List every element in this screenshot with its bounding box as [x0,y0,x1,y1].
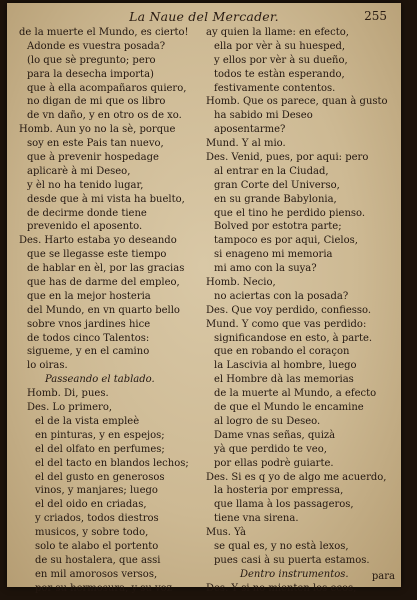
text-line: y èl no ha tenido lugar, [27,179,144,191]
text-line: Des. Lo primero, [27,402,113,414]
text-line: de su hostalera, que assi [35,554,161,566]
text-line: el del oido en criadas, [35,499,147,511]
page-number: 255 [364,9,387,23]
text-line: el del tacto en blandos lechos; [35,457,189,469]
text-line: al logro de su Deseo. [214,415,321,427]
catchword: para [371,571,395,582]
text-line: musicos, y sobre todo, [35,527,149,539]
text-line: significandose en esto, à parte. [214,332,373,344]
text-line: lo oiras. [27,360,68,372]
book-page [7,3,401,594]
text-line: mi amo con la suya? [214,263,317,275]
text-line: Passeando el tablado. [45,374,155,386]
text-line: de decirme donde tiene [27,207,147,219]
text-line: Des. Venid, pues, por aqui: pero [206,152,369,164]
text-line: Adonde es vuestra posada? [27,40,166,52]
text-line: que en robando el coraçon [214,346,350,358]
text-line: en mil amorosos versos, [35,568,158,580]
text-line: Des. Que voy perdido, confiesso. [206,304,372,316]
text-line: de hablar en èl, por las gracias [27,263,185,275]
text-line: que llama à los passageros, [214,499,354,511]
text-line: de todos cinco Talentos: [27,332,150,344]
text-line: el del gusto en generosos [35,471,165,483]
text-line: Dentro instrumentos. [240,568,349,580]
text-line: Homb. Necio, [206,277,276,289]
text-line: solo te alabo el portento [35,540,159,552]
text-line: por ellas podrè guiarte. [214,457,334,469]
text-line: Bolved por estotra parte; [214,221,342,233]
text-line: al entrar en la Ciudad, [214,165,329,177]
text-line: de vn daño, y en otro os de xo. [27,110,182,122]
text-line: la Lascivia al hombre, luego [214,360,357,372]
text-line: el del olfato en perfumes; [35,443,165,455]
right-column [206,26,394,596]
text-line: sigueme, y en el camino [27,346,150,358]
text-line: Mus. Yà [206,527,246,539]
text-line: y criados, todos diestros [35,513,159,525]
text-line: que à ella acompañaros quiero, [27,82,187,94]
text-line: que has de darme del empleo, [27,277,180,289]
text-line: por su hermosura, y su voz [35,582,172,594]
text-line: aplicarè à mi Deseo, [27,165,131,177]
text-line: Mund. Y al mio. [206,138,286,150]
text-line: que en la mejor hosteria [27,290,151,302]
text-line: de la muerte al Mundo, a efecto [214,388,377,400]
text-line: Mund. Y como que vas perdido: [206,318,367,330]
text-line: Des. Harto estaba yo deseando [19,235,177,247]
text-line: Dame vnas señas, quizà [214,429,336,441]
text-line: sobre vnos jardines hice [27,318,151,330]
text-line: aposentarme? [214,124,286,136]
text-line: de la muerte el Mundo, es cierto! [19,27,189,38]
text-line: no aciertas con la posada? [214,290,349,302]
text-line: en su grande Babylonia, [214,193,337,205]
text-line: soy en este Pais tan nuevo, [27,138,164,150]
text-line: gran Corte del Universo, [214,179,340,191]
text-line: en pinturas, y en espejos; [35,429,165,441]
left-column [19,26,199,596]
text-line: que el tino he perdido pienso. [214,207,366,219]
text-line: el Hombre dà las memorias [214,374,354,386]
text-line: la hosteria por empressa, [214,485,344,497]
text-line: el de la vista empleè [35,415,140,427]
text-line: Des. Si es q yo de algo me acuerdo, [206,471,387,483]
text-line: no digan de mi que os libro [27,96,166,108]
text-line: tampoco es por aqui, Cielos, [214,235,358,247]
text-line: yà que perdido te veo, [214,443,327,455]
text-line: se qual es, y no està lexos, [214,540,349,552]
text-line: y ellos por vèr à su dueño, [214,54,348,66]
text-line: todos te estàn esperando, [214,68,345,80]
running-title: La Naue del Mercader. [129,9,279,24]
text-line: (lo que sè pregunto; pero [27,54,156,66]
text-line: Des. Y si no mienten los ecos, [206,582,357,594]
text-line: festivamente contentos. [214,82,336,94]
text-line: si enageno mi memoria [214,249,333,261]
text-line: que à prevenir hospedage [27,152,159,164]
text-line: ella por vèr à su huesped, [214,40,346,52]
text-line: que se llegasse este tiempo [27,249,167,261]
text-line: Homb. Aun yo no la sè, porque [19,124,176,136]
text-line: del Mundo, en vn quarto bello [27,304,180,316]
text-line: Homb. Di, pues. [27,388,109,400]
text-line: tiene vna sirena. [214,513,299,525]
text-line: de que el Mundo le encamine [214,402,364,414]
text-line: ha sabido mi Deseo [214,110,313,122]
running-header [7,9,401,25]
text-line: desde que à mi vista ha buelto, [27,193,185,205]
text-line: prevenido el aposento. [27,221,143,233]
text-line: Homb. Que os parece, quan à gusto [206,96,388,108]
text-line: ay quien la llame: en efecto, [206,27,349,38]
text-line: pues casi à su puerta estamos. [214,554,370,566]
text-line: para la desecha importa) [27,68,154,80]
text-line: vinos, y manjares; luego [35,485,158,497]
